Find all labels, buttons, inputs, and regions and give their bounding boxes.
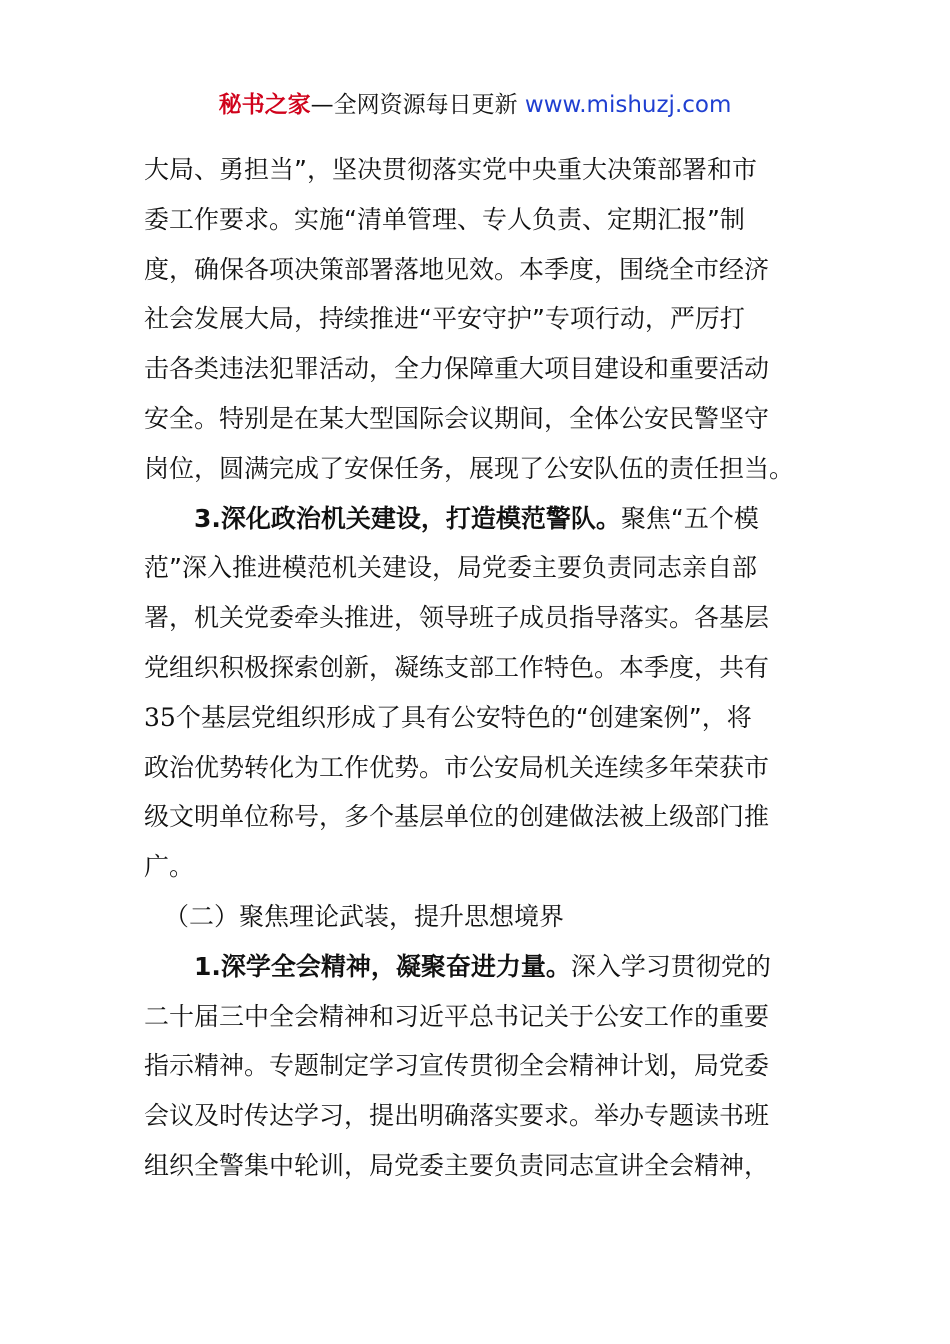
text-line: 政治优势转化为工作优势。市公安局机关连续多年荣获市 [144, 752, 770, 782]
text-line: 大局、勇担当”，坚决贯彻落实党中央重大决策部署和市 [144, 155, 757, 184]
text-line: 党组织积极探索创新，凝练支部工作特色。本季度，共有 [144, 652, 770, 682]
subsection-heading: 3.深化政治机关建设，打造模范警队。 [194, 503, 621, 533]
subsection-heading: 1.深学全会精神，凝聚奋进力量。 [194, 951, 571, 981]
section-title: （二）聚焦理论武装，提升思想境界 [164, 901, 565, 931]
website-link[interactable]: www.mishuzj.com [524, 92, 732, 118]
text-line: 委工作要求。实施“清单管理、专人负责、定期汇报”制 [144, 204, 745, 234]
text-line: 级文明单位称号，多个基层单位的创建做法被上级部门推 [144, 802, 770, 832]
text-line: 社会发展大局，持续推进“平安守护”专项行动，严厉打 [144, 304, 745, 334]
text-line: 安全。特别是在某大型国际会议期间，全体公安民警坚守 [144, 403, 770, 433]
text-line: 广。 [144, 852, 195, 882]
text-line: 击各类违法犯罪活动，全力保障重大项目建设和重要活动 [144, 354, 770, 384]
subsection-heading-line: 1.深学全会精神，凝聚奋进力量。深入学习贯彻党的 [194, 951, 771, 981]
brand-name: 秘书之家 [218, 92, 311, 118]
text-line: 范”深入推进模范机关建设，局党委主要负责同志亲自部 [144, 553, 757, 583]
text-line: 指示精神。专题制定学习宣传贯彻全会精神计划，局党委 [144, 1051, 770, 1081]
text-line: 二十届三中全会精神和习近平总书记关于公安工作的重要 [144, 1001, 770, 1031]
text-line: 组织全警集中轮训，局党委主要负责同志宣讲全会精神， [144, 1150, 770, 1180]
page-header [0, 88, 950, 122]
subsection-heading-line: 3.深化政治机关建设，打造模范警队。聚焦“五个模 [194, 503, 759, 533]
text-line: 署，机关党委牵头推进，领导班子成员指导落实。各基层 [144, 603, 770, 633]
text-line: 岗位，圆满完成了安保任务，展现了公安队伍的责任担当。 [144, 453, 795, 483]
case-count: 35 [144, 702, 176, 732]
text-line: 度，确保各项决策部署落地见效。本季度，围绕全市经济 [144, 254, 770, 284]
header-slogan: —全网资源每日更新 [310, 92, 518, 118]
text-line: 会议及时传达学习，提出明确落实要求。举办专题读书班 [144, 1101, 770, 1131]
text-line: 35个基层党组织形成了具有公安特色的“创建案例”，将 [144, 702, 752, 732]
document-body [144, 145, 824, 1191]
